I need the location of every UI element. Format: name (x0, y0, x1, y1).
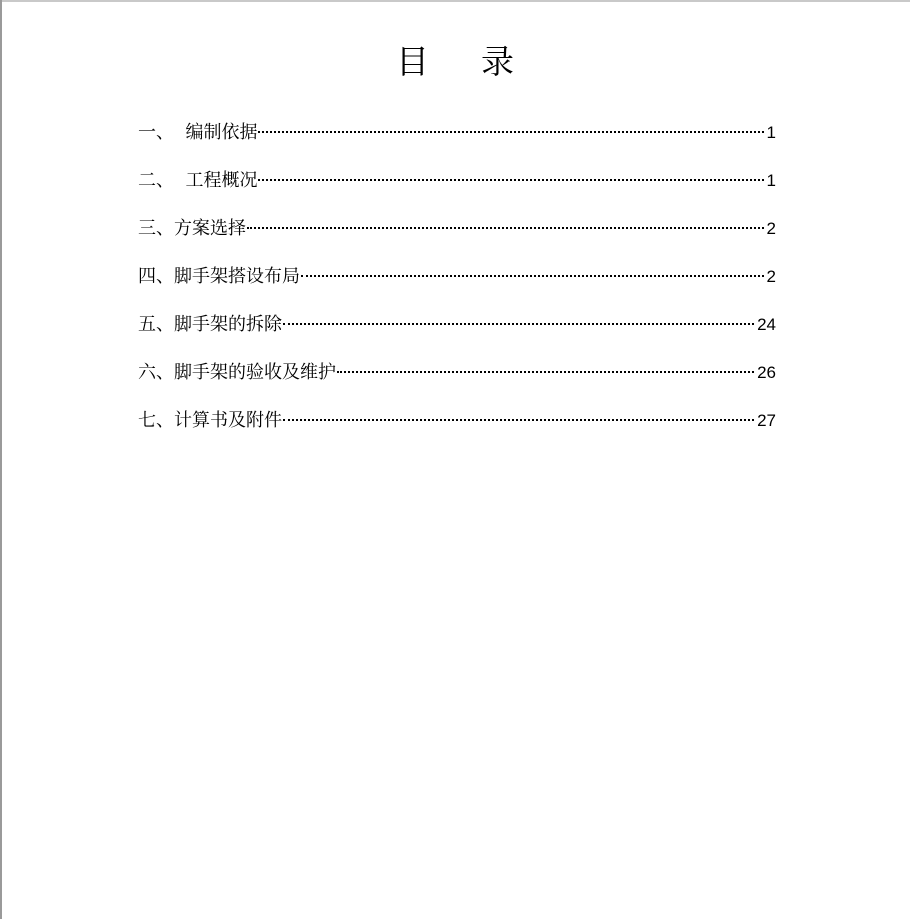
dot-leader (258, 179, 763, 181)
toc-entry-label: 六、脚手架的验收及维护 (138, 362, 336, 383)
toc-entry-label: 一、 编制依据 (138, 122, 258, 143)
toc-entry-page: 1 (766, 123, 776, 142)
toc-entry-page: 27 (757, 411, 776, 430)
table-of-contents (138, 119, 776, 455)
toc-entry-page: 24 (757, 315, 776, 334)
toc-entry-page: 2 (766, 219, 776, 238)
toc-entry-5[interactable] (138, 311, 776, 359)
dot-leader (283, 323, 754, 325)
toc-entry-7[interactable] (138, 407, 776, 455)
toc-entry-label: 七、计算书及附件 (138, 410, 282, 431)
toc-entry-page: 1 (766, 171, 776, 190)
toc-entry-3[interactable] (138, 215, 776, 263)
toc-entry-label: 四、脚手架搭设布局 (138, 266, 300, 287)
toc-entry-2[interactable] (138, 167, 776, 215)
toc-entry-page: 2 (766, 267, 776, 286)
dot-leader (258, 131, 763, 133)
document-page (2, 2, 910, 919)
toc-entry-4[interactable] (138, 263, 776, 311)
dot-leader (283, 419, 754, 421)
dot-leader (247, 227, 764, 229)
toc-entry-label: 二、 工程概况 (138, 170, 258, 191)
toc-title: 目 录 (396, 42, 516, 81)
dot-leader (337, 371, 754, 373)
toc-entry-label: 五、脚手架的拆除 (138, 314, 282, 335)
toc-entry-1[interactable] (138, 119, 776, 167)
toc-entry-label: 三、方案选择 (138, 218, 246, 239)
dot-leader (301, 275, 764, 277)
toc-entry-6[interactable] (138, 359, 776, 407)
toc-entry-page: 26 (757, 363, 776, 382)
